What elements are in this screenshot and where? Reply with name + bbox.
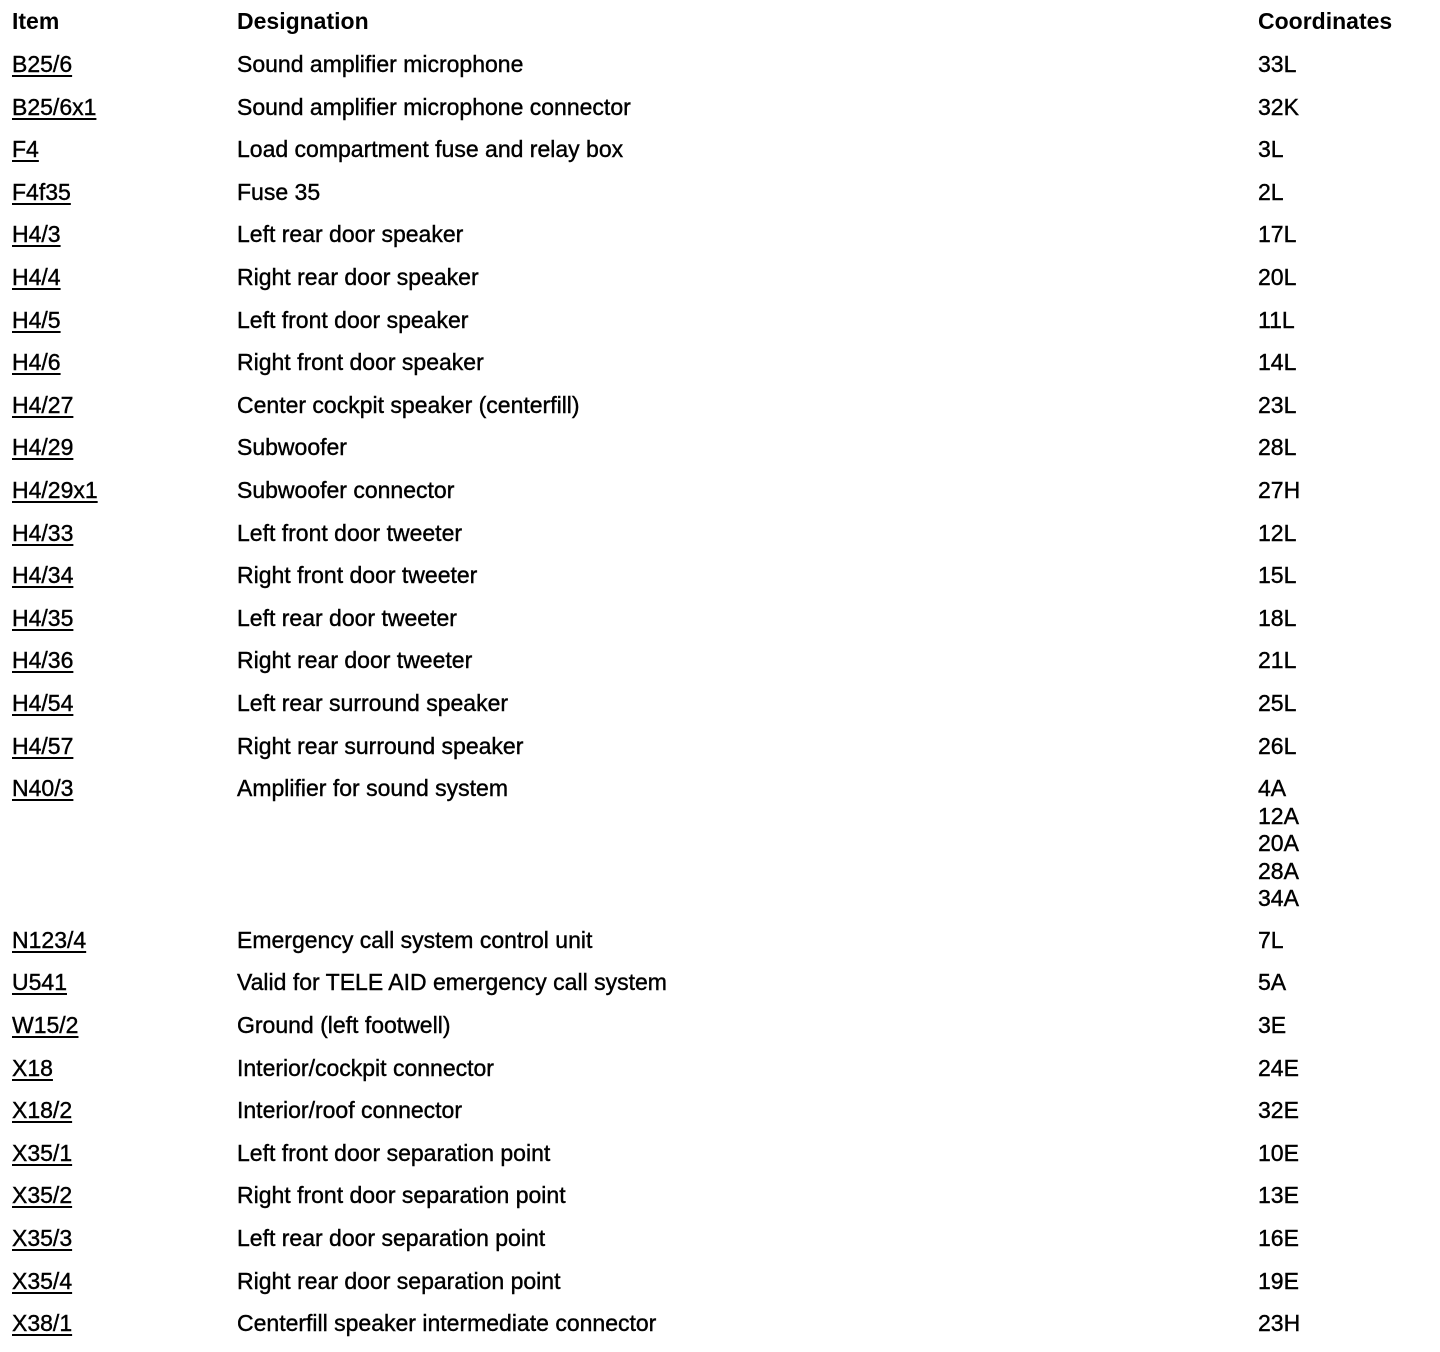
table-row	[0, 307, 1440, 349]
item-link[interactable]: H4/6	[12, 349, 61, 376]
coordinate-value: 15L	[1258, 562, 1297, 589]
coordinates-cell	[1258, 1012, 1286, 1040]
item-link[interactable]: H4/33	[12, 519, 74, 546]
designation-cell: Right front door tweeter	[237, 562, 478, 589]
coordinates-cell	[1258, 349, 1296, 377]
header-item: Item	[12, 8, 60, 34]
coordinate-value: 17L	[1258, 221, 1297, 248]
designation-cell: Left rear door separation point	[237, 1225, 546, 1251]
designation-cell: Subwoofer connector	[237, 477, 455, 503]
designation-cell: Right rear door speaker	[237, 264, 479, 290]
coordinate-value: 18L	[1258, 604, 1297, 631]
coordinate-value: 3L	[1258, 136, 1284, 163]
coordinate-value: 27H	[1258, 477, 1301, 503]
designation-cell: Right rear door tweeter	[237, 647, 473, 674]
table-row	[0, 1182, 1440, 1224]
item-link[interactable]: F4f35	[12, 178, 71, 205]
coordinates-cell	[1258, 647, 1296, 675]
coordinate-value: 5A	[1258, 969, 1287, 996]
item-link[interactable]: N40/3	[12, 775, 74, 802]
coordinates-cell	[1258, 477, 1300, 505]
item-link[interactable]: H4/34	[12, 562, 74, 589]
item-link[interactable]: W15/2	[12, 1012, 79, 1038]
item-link[interactable]: H4/29x1	[12, 477, 98, 503]
coordinate-value: 28A	[1258, 857, 1299, 884]
table-row	[0, 392, 1440, 434]
item-link[interactable]: X18/2	[12, 1097, 73, 1124]
coordinate-value: 25L	[1258, 690, 1297, 716]
designation-cell: Emergency call system control unit	[237, 926, 593, 953]
coordinates-cell	[1258, 434, 1296, 462]
item-link[interactable]: H4/27	[12, 391, 74, 418]
item-link[interactable]: N123/4	[12, 926, 87, 953]
designation-cell: Interior/cockpit connector	[237, 1054, 494, 1081]
coordinate-value: 33L	[1258, 51, 1297, 77]
table-row	[0, 520, 1440, 562]
table-row	[0, 94, 1440, 136]
table-row	[0, 221, 1440, 263]
table-row	[0, 775, 1440, 927]
coordinates-cell	[1258, 1182, 1299, 1210]
designation-cell: Centerfill speaker intermediate connector	[237, 1310, 657, 1337]
item-link[interactable]: H4/3	[12, 221, 61, 248]
coordinate-value: 19E	[1258, 1267, 1299, 1294]
designation-cell: Center cockpit speaker (centerfill)	[237, 391, 580, 418]
coordinate-value: 2L	[1258, 178, 1284, 205]
table-row	[0, 1225, 1440, 1267]
table-row	[0, 477, 1440, 519]
coordinates-cell	[1258, 1140, 1299, 1168]
designation-cell: Ground (left footwell)	[237, 1012, 451, 1038]
coordinates-cell	[1258, 307, 1295, 335]
item-link[interactable]: F4	[12, 136, 39, 163]
coordinates-cell	[1258, 733, 1296, 761]
coordinate-value: 13E	[1258, 1182, 1299, 1209]
item-link[interactable]: B25/6x1	[12, 93, 97, 120]
coordinates-cell	[1258, 927, 1284, 955]
item-link[interactable]: X35/4	[12, 1267, 73, 1294]
coordinates-cell	[1258, 562, 1296, 590]
designation-cell: Left front door speaker	[237, 306, 469, 333]
item-link[interactable]: H4/54	[12, 690, 74, 716]
designation-cell: Left rear door speaker	[237, 221, 464, 248]
item-link[interactable]: H4/29	[12, 434, 74, 461]
header-coordinates: Coordinates	[1258, 8, 1393, 34]
table-row	[0, 51, 1440, 93]
coordinate-value: 23L	[1258, 391, 1297, 418]
coordinate-value: 32E	[1258, 1097, 1299, 1124]
designation-cell: Subwoofer	[237, 434, 347, 461]
designation-cell: Left front door tweeter	[237, 519, 463, 546]
item-link[interactable]: X35/3	[12, 1225, 73, 1251]
item-link[interactable]: H4/4	[12, 264, 61, 290]
designation-cell: Sound amplifier microphone connector	[237, 93, 631, 120]
coordinates-cell	[1258, 1225, 1299, 1253]
item-link[interactable]: X18	[12, 1054, 53, 1081]
coordinate-value: 7L	[1258, 926, 1284, 953]
coordinates-cell	[1258, 1055, 1299, 1083]
coordinates-cell	[1258, 969, 1286, 997]
coordinates-cell	[1258, 136, 1284, 164]
designation-cell: Interior/roof connector	[237, 1097, 463, 1124]
table-row	[0, 349, 1440, 391]
coordinates-cell	[1258, 605, 1296, 633]
coordinates-cell	[1258, 94, 1299, 122]
designation-cell: Amplifier for sound system	[237, 775, 508, 802]
coordinate-value: 24E	[1258, 1054, 1299, 1081]
designation-cell: Sound amplifier microphone	[237, 51, 524, 77]
item-link[interactable]: H4/36	[12, 647, 74, 674]
table-row	[0, 562, 1440, 604]
designation-cell: Load compartment fuse and relay box	[237, 136, 624, 163]
coordinate-value: 12L	[1258, 519, 1297, 546]
table-row	[0, 1140, 1440, 1182]
coordinate-value: 4A	[1258, 775, 1287, 802]
designation-cell: Left rear door tweeter	[237, 604, 457, 631]
item-link[interactable]: H4/57	[12, 732, 74, 759]
coordinates-cell	[1258, 221, 1296, 249]
item-link[interactable]: U541	[12, 969, 67, 996]
header-designation: Designation	[237, 8, 369, 34]
designation-cell: Left rear surround speaker	[237, 690, 509, 716]
coordinate-value: 11L	[1258, 306, 1295, 333]
table-row	[0, 927, 1440, 969]
table-row	[0, 136, 1440, 178]
table-row	[0, 647, 1440, 689]
coordinates-cell	[1258, 392, 1296, 420]
coordinates-cell	[1258, 179, 1284, 207]
designation-cell: Valid for TELE AID emergency call system	[237, 969, 667, 996]
designation-cell: Right front door speaker	[237, 349, 484, 376]
item-link[interactable]: B25/6	[12, 51, 73, 77]
designation-cell: Left front door separation point	[237, 1139, 551, 1166]
item-link[interactable]: X38/1	[12, 1310, 73, 1337]
coordinates-cell	[1258, 1310, 1300, 1338]
coordinate-value: 23H	[1258, 1310, 1301, 1337]
coordinate-value: 16E	[1258, 1225, 1299, 1251]
item-link[interactable]: X35/1	[12, 1139, 73, 1166]
table-row	[0, 1268, 1440, 1310]
table-row	[0, 179, 1440, 221]
coordinate-value: 3E	[1258, 1012, 1287, 1038]
table-row	[0, 733, 1440, 775]
coordinate-value: 20L	[1258, 264, 1297, 290]
table-row	[0, 690, 1440, 732]
designation-cell: Right front door separation point	[237, 1182, 566, 1209]
coordinates-cell	[1258, 520, 1296, 548]
coordinate-value: 34A	[1258, 885, 1299, 912]
table-row	[0, 1097, 1440, 1139]
coordinate-value: 26L	[1258, 732, 1297, 759]
table-row	[0, 434, 1440, 476]
table-row	[0, 605, 1440, 647]
coordinates-cell	[1258, 264, 1296, 292]
coordinates-cell	[1258, 51, 1296, 79]
designation-cell: Right rear door separation point	[237, 1267, 561, 1294]
table-row	[0, 1310, 1440, 1352]
designation-cell: Right rear surround speaker	[237, 732, 524, 759]
coordinates-cell	[1258, 1268, 1299, 1296]
coordinate-value: 28L	[1258, 434, 1297, 461]
coordinates-cell	[1258, 1097, 1299, 1125]
table-row	[0, 1055, 1440, 1097]
table-row	[0, 969, 1440, 1011]
item-link[interactable]: H4/35	[12, 604, 74, 631]
table-header	[0, 8, 1440, 50]
item-link[interactable]: H4/5	[12, 306, 61, 333]
coordinate-value: 12A	[1258, 802, 1299, 829]
coordinates-cell	[1258, 775, 1299, 913]
table-row	[0, 1012, 1440, 1054]
coordinate-value: 21L	[1258, 647, 1297, 674]
coordinate-value: 32K	[1258, 93, 1299, 120]
coordinates-cell	[1258, 690, 1296, 718]
designation-cell: Fuse 35	[237, 178, 321, 205]
coordinate-value: 10E	[1258, 1139, 1299, 1166]
coordinate-value: 14L	[1258, 349, 1297, 376]
item-link[interactable]: X35/2	[12, 1182, 73, 1209]
table-row	[0, 264, 1440, 306]
coordinate-value: 20A	[1258, 830, 1299, 857]
